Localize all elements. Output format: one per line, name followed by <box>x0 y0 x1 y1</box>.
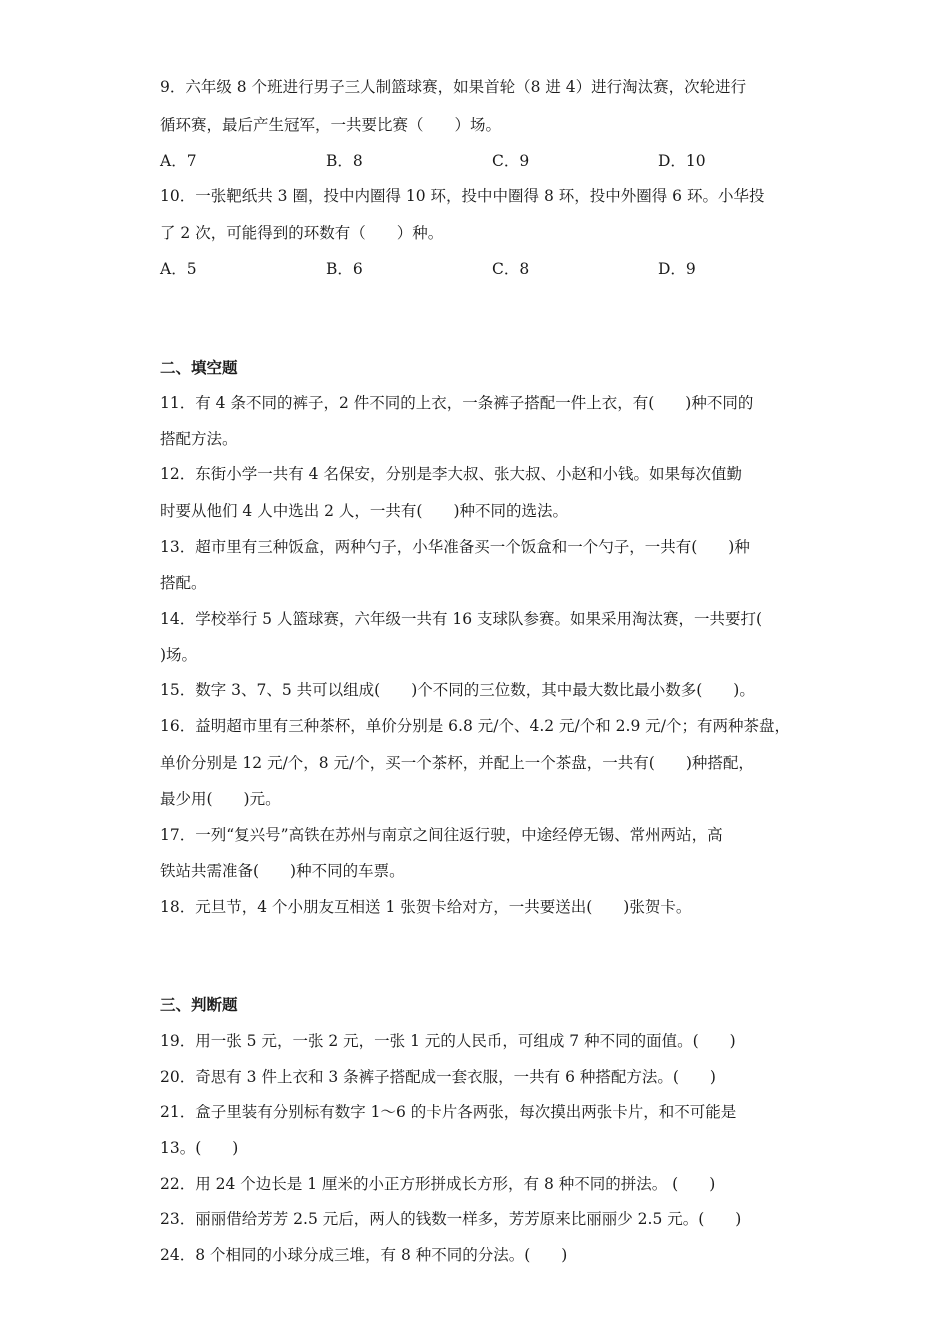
question-17-line-1: 17．一列“复兴号”高铁在苏州与南京之间往返行驶，中途经停无锡、常州两站，高 <box>160 826 723 844</box>
question-9-line-2: 循环赛，最后产生冠军，一共要比赛（ ）场。 <box>160 116 502 134</box>
question-16-line-1: 16．益明超市里有三种茶杯，单价分别是 6.8 元/个、4.2 元/个和 2.9 元/个；有两种茶盘， <box>160 717 790 735</box>
question-9-line-1: 9．六年级 8 个班进行男子三人制篮球赛，如果首轮（8 进 4）进行淘汰赛，次轮进行 <box>160 78 747 96</box>
question-17-line-2: 铁站共需准备( )种不同的车票。 <box>160 862 405 880</box>
question-18-line-1: 18．元旦节，4 个小朋友互相送 1 张贺卡给对方，一共要送出( )张贺卡。 <box>160 898 692 916</box>
question-10-option-a: A．5 <box>160 260 197 278</box>
question-9-option-b: B．8 <box>326 152 363 170</box>
question-12-line-2: 时要从他们 4 人中选出 2 人，一共有( )种不同的选法。 <box>160 502 569 520</box>
question-22-line-1: 22．用 24 个边长是 1 厘米的小正方形拼成长方形，有 8 种不同的拼法。 ( ) <box>160 1175 716 1193</box>
question-9-option-d: D．10 <box>658 152 706 170</box>
question-10-option-d: D．9 <box>658 260 696 278</box>
question-21-line-1: 21．盒子里装有分别标有数字 1～6 的卡片各两张，每次摸出两张卡片，和不可能是 <box>160 1103 737 1121</box>
question-10-option-c: C．8 <box>492 260 530 278</box>
question-24-line-1: 24．8 个相同的小球分成三堆，有 8 种不同的分法。( ) <box>160 1246 568 1264</box>
question-20-line-1: 20．奇思有 3 件上衣和 3 条裤子搭配成一套衣服，一共有 6 种搭配方法。( ) <box>160 1068 716 1086</box>
question-10-line-1: 10．一张靶纸共 3 圈，投中内圈得 10 环，投中中圈得 8 环，投中外圈得 6 环。小华投 <box>160 187 765 205</box>
question-11-line-2: 搭配方法。 <box>160 430 238 448</box>
question-21-line-2: 13。( ) <box>160 1139 239 1157</box>
question-11-line-1: 11．有 4 条不同的裤子，2 件不同的上衣，一条裤子搭配一件上衣，有( )种不同的 <box>160 394 754 412</box>
question-16-line-3: 最少用( )元。 <box>160 790 281 808</box>
question-13-line-2: 搭配。 <box>160 574 207 592</box>
section-heading-true-false: 三、判断题 <box>160 995 238 1014</box>
question-19-line-1: 19．用一张 5 元，一张 2 元，一张 1 元的人民币，可组成 7 种不同的面值。( ) <box>160 1032 736 1050</box>
question-10-option-b: B．6 <box>326 260 363 278</box>
question-14-line-1: 14．学校举行 5 人篮球赛，六年级一共有 16 支球队参赛。如果采用淘汰赛，一共要打( <box>160 610 763 628</box>
question-9-option-c: C．9 <box>492 152 530 170</box>
question-9-option-a: A．7 <box>160 152 197 170</box>
question-13-line-1: 13．超市里有三种饭盒，两种勺子，小华准备买一个饭盒和一个勺子，一共有( )种 <box>160 538 750 556</box>
question-23-line-1: 23．丽丽借给芳芳 2.5 元后，两人的钱数一样多，芳芳原来比丽丽少 2.5 元。( ) <box>160 1210 742 1228</box>
section-heading-fill-in: 二、填空题 <box>160 358 238 377</box>
question-10-line-2: 了 2 次，可能得到的环数有（ ）种。 <box>160 224 444 242</box>
question-12-line-1: 12．东街小学一共有 4 名保安，分别是李大叔、张大叔、小赵和小钱。如果每次值勤 <box>160 465 742 483</box>
question-15-line-1: 15．数字 3、7、5 共可以组成( )个不同的三位数，其中最大数比最小数多( )。 <box>160 681 755 699</box>
question-14-line-2: )场。 <box>160 646 198 664</box>
question-16-line-2: 单价分别是 12 元/个，8 元/个，买一个茶杯，并配上一个茶盘，一共有( )种搭配， <box>160 754 754 772</box>
